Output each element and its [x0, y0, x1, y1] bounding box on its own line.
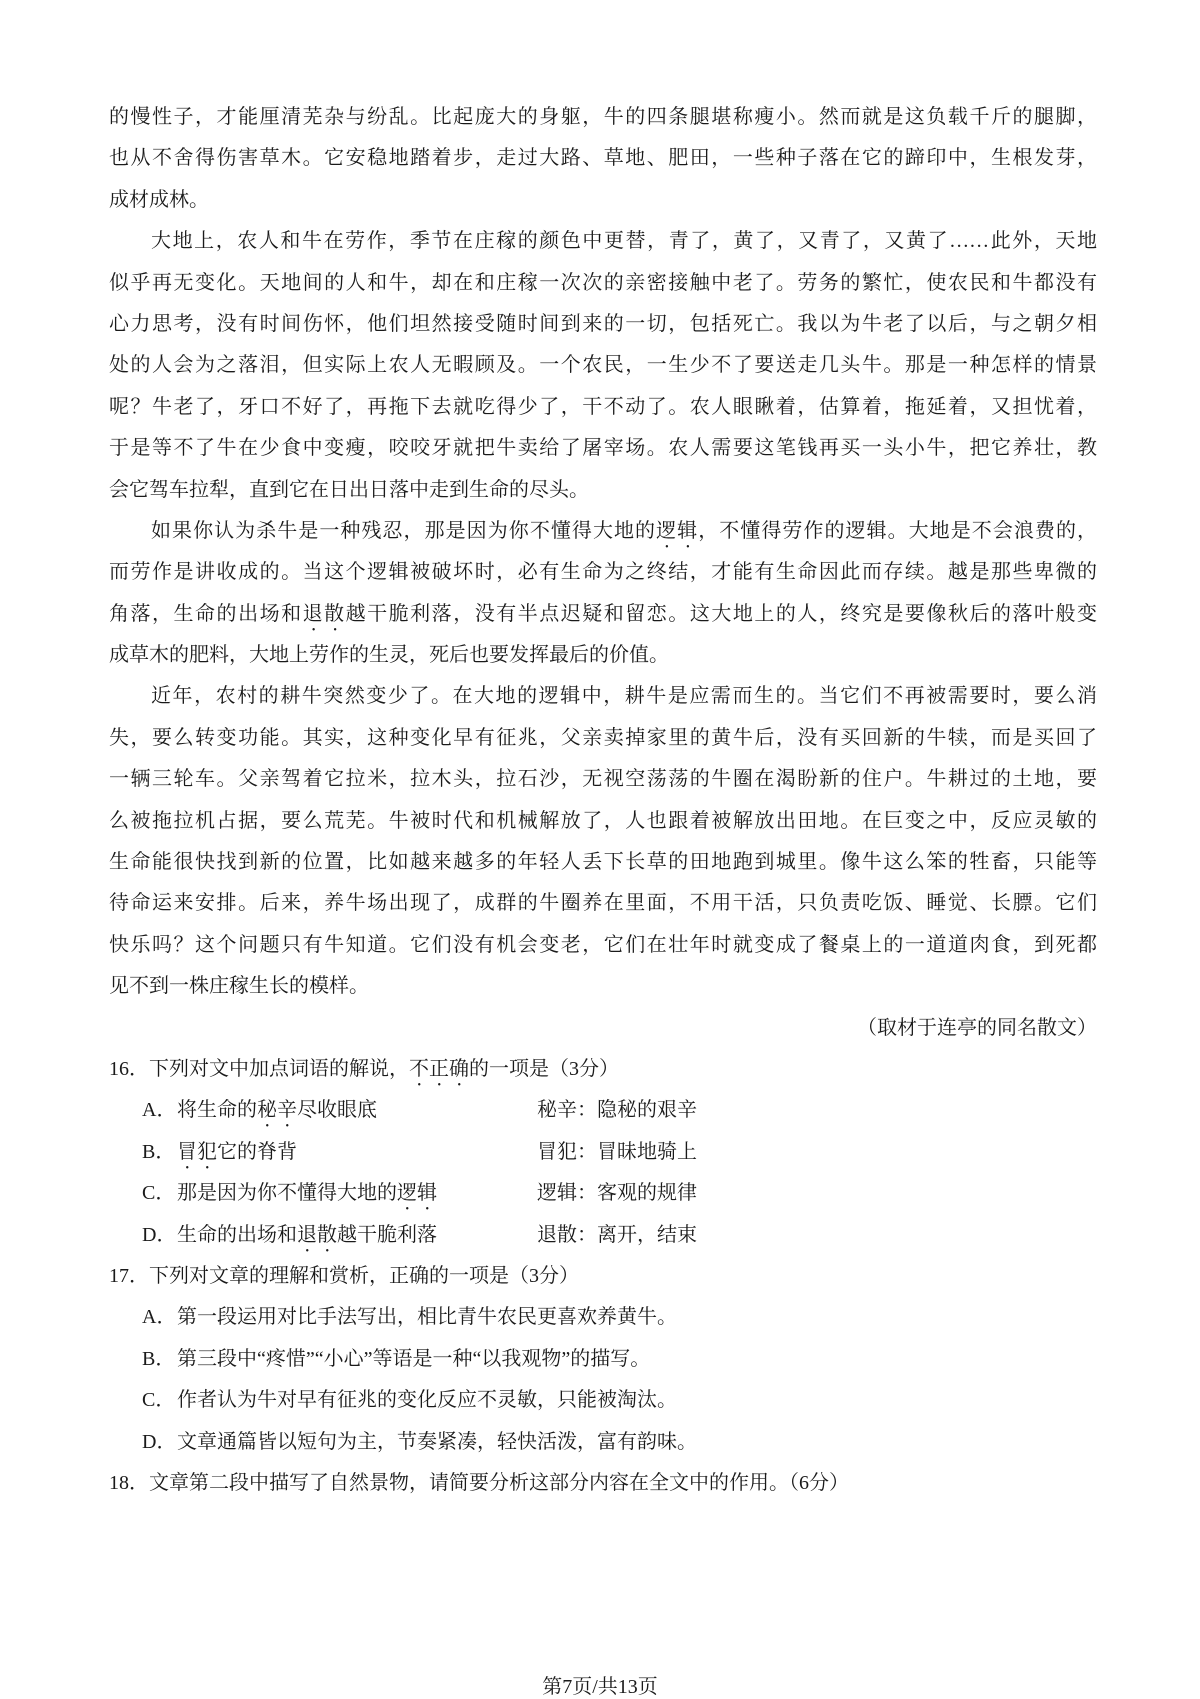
answer-option — [109, 1090, 1097, 1131]
text-line — [109, 470, 1097, 511]
emphasized-word: 退散 — [302, 602, 346, 625]
text-segment: 心力思考，没有时间伤怀，他们坦然接受随时间到来的一切，包括死亡。我以为牛老了以后，与之朝夕相 — [109, 312, 1097, 335]
text-line — [109, 345, 1097, 386]
answer-option — [109, 1380, 1097, 1421]
emphasized-word: 逻辑 — [656, 519, 699, 542]
option-text — [177, 1380, 677, 1421]
text-segment: 待命运来安排。后来，养牛场出现了，成群的牛圈养在里面，不用干活，只负责吃饭、睡觉、长膘。它们 — [109, 892, 1097, 915]
passage-paragraph — [109, 676, 1097, 1007]
text-segment: 大地上，农人和牛在劳作，季节在庄稼的颜色中更替，青了，黄了，又青了，又黄了……此外，天地 — [151, 230, 1097, 253]
text-segment: 越干脆利落，没有半点迟疑和留恋。这大地上的人，终究是要像秋后的落叶般变 — [345, 602, 1097, 625]
option-explanation: 冒犯：冒昧地骑上 — [537, 1140, 697, 1163]
text-segment: 那是因为你不懂得大地的 — [177, 1182, 397, 1205]
answer-option — [109, 1173, 1097, 1214]
answer-option — [109, 1297, 1097, 1338]
passage-paragraph — [109, 97, 1097, 221]
text-line — [109, 138, 1097, 179]
text-segment: 角落，生命的出场和 — [109, 602, 303, 625]
option-text — [177, 1132, 297, 1174]
option-text — [177, 1339, 650, 1380]
text-segment: 似乎再无变化。天地间的人和牛，却在和庄稼一次次的亲密接触中老了。劳务的繁忙，使农民和牛都没有 — [109, 271, 1097, 294]
text-segment: 处的人会为之落泪，但实际上农人无暇顾及。一个农民，一生少不了要送走几头牛。那是一种怎样的情景 — [109, 354, 1097, 377]
option-label: D． — [142, 1223, 177, 1246]
question-16 — [109, 1049, 1097, 1256]
text-segment: ，不懂得劳作的逻辑。大地是不会浪费的， — [698, 519, 1097, 542]
text-segment: 见不到一株庄稼生长的模样。 — [109, 975, 369, 998]
text-segment: 也从不舍得伤害草木。它安稳地踏着步，走过大路、草地、肥田，一些种子落在它的蹄印中，生根发芽， — [109, 147, 1097, 170]
text-line — [109, 801, 1097, 842]
text-line — [109, 718, 1097, 759]
text-line — [109, 635, 1097, 676]
passage-paragraph — [109, 221, 1097, 511]
text-segment: 失，要么转变功能。其实，这种变化早有征兆，父亲卖掉家里的黄牛后，没有买回新的牛犊，而是买回了 — [109, 726, 1097, 749]
option-label: C． — [142, 1182, 176, 1205]
text-line — [109, 304, 1097, 345]
text-segment: 将生命的 — [177, 1099, 257, 1122]
text-line — [109, 594, 1097, 635]
text-segment: 第一段运用对比手法写出，相比青牛农民更喜欢养黄牛。 — [177, 1306, 677, 1329]
text-segment: 成草木的肥料，大地上劳作的生灵，死后也要发挥最后的价值。 — [109, 644, 669, 667]
page-number: 第7页/共13页 — [542, 1676, 658, 1698]
option-text — [177, 1422, 697, 1463]
text-segment: 成材成林。 — [109, 188, 209, 211]
option-label: B． — [142, 1140, 176, 1163]
text-segment: 尽收眼底 — [297, 1099, 377, 1122]
question-number: 17． — [109, 1264, 149, 1287]
text-segment: 的慢性子，才能厘清芜杂与纷乱。比起庞大的身躯，牛的四条腿堪称瘦小。然而就是这负载千斤的腿脚， — [109, 106, 1097, 128]
text-line — [109, 925, 1097, 966]
text-segment: 一辆三轮车。父亲驾着它拉米，拉木头，拉石沙，无视空荡荡的牛圈在渴盼新的住户。牛耕过的土地，要 — [109, 768, 1097, 791]
text-line — [109, 387, 1097, 428]
answer-option — [109, 1132, 1097, 1173]
passage-paragraph — [109, 511, 1097, 677]
text-line — [109, 221, 1097, 262]
text-segment: 它的脊背 — [217, 1140, 297, 1163]
text-line — [109, 511, 1097, 552]
text-line — [109, 966, 1097, 1007]
answer-option — [109, 1422, 1097, 1463]
text-segment: 近年，农村的耕牛突然变少了。在大地的逻辑中，耕牛是应需而生的。当它们不再被需要时，要么消 — [151, 685, 1097, 708]
text-segment: 会它驾车拉犁，直到它在日出日落中走到生命的尽头。 — [109, 478, 589, 501]
text-line — [109, 759, 1097, 800]
text-line — [109, 428, 1097, 469]
text-segment: 下列对文中加点词语的解说， — [149, 1057, 409, 1080]
option-label: A． — [142, 1306, 177, 1329]
text-segment: 么被拖拉机占据，要么荒芜。牛被时代和机械解放了，人也跟着被解放出田地。在巨变之中，反应灵敏的 — [109, 809, 1097, 832]
question-number: 16． — [109, 1057, 149, 1080]
text-segment: 而劳作是讲收成的。当这个逻辑被破坏时，必有生命为之终结，才能有生命因此而存续。越是那些卑微的 — [109, 561, 1097, 584]
text-segment: 生命能很快找到新的位置，比如越来越多的年轻人丢下长草的田地跑到城里。像牛这么笨的牲畜，只能等 — [109, 851, 1097, 874]
option-explanation: 秘辛：隐秘的艰辛 — [537, 1099, 697, 1122]
question-18 — [109, 1463, 1097, 1504]
option-explanation: 逻辑：客观的规律 — [537, 1182, 697, 1205]
option-text — [177, 1090, 377, 1132]
text-segment: 第三段中“疼惜”“小心”等语是一种“以我观物”的描写。 — [177, 1347, 651, 1370]
text-segment: 于是等不了牛在少食中变瘦，咬咬牙就把牛卖给了屠宰场。农人需要这笔钱再买一头小牛，把它养壮，教 — [109, 437, 1097, 460]
text-segment: 快乐吗？这个问题只有牛知道。它们没有机会变老，它们在壮年时就变成了餐桌上的一道道肉食，到死都 — [109, 933, 1097, 956]
exam-page-body — [109, 97, 1097, 1504]
option-text — [177, 1173, 437, 1215]
option-text — [177, 1297, 677, 1338]
question-stem — [109, 1463, 1097, 1504]
question-17 — [109, 1256, 1097, 1463]
answer-option — [109, 1215, 1097, 1256]
text-line — [109, 676, 1097, 717]
text-segment: 如果你认为杀牛是一种残忍，那是因为你不懂得大地的 — [151, 519, 657, 542]
option-label: C． — [142, 1389, 176, 1412]
text-segment: 下列对文章的理解和赏析，正确的一项是（3分） — [149, 1264, 579, 1287]
text-line — [109, 842, 1097, 883]
text-line — [109, 552, 1097, 593]
emphasized-word: 冒犯 — [177, 1140, 217, 1163]
emphasized-word: 退散 — [297, 1223, 337, 1246]
text-segment: 越干脆利落 — [337, 1223, 437, 1246]
question-stem — [109, 1049, 1097, 1090]
option-text — [177, 1215, 437, 1257]
option-explanation: 退散：离开，结束 — [537, 1223, 697, 1246]
text-line — [109, 180, 1097, 221]
option-label: D． — [142, 1430, 177, 1453]
emphasized-word: 逻辑 — [397, 1182, 437, 1205]
text-segment: 生命的出场和 — [177, 1223, 297, 1246]
text-segment: 文章第二段中描写了自然景物，请简要分析这部分内容在全文中的作用。（6分） — [149, 1471, 849, 1494]
answer-option — [109, 1339, 1097, 1380]
option-label: B． — [142, 1347, 176, 1370]
question-stem — [109, 1256, 1097, 1297]
emphasized-word: 不正确 — [409, 1057, 469, 1080]
text-line — [109, 97, 1097, 138]
text-segment: 呢？牛老了，牙口不好了，再拖下去就吃得少了，干不动了。农人眼瞅着，估算着，拖延着，又担忧着， — [109, 395, 1097, 418]
text-line — [109, 263, 1097, 304]
text-line — [109, 883, 1097, 924]
option-label: A． — [142, 1099, 177, 1122]
question-number: 18． — [109, 1471, 149, 1494]
source-attribution: （取材于连亭的同名散文） — [857, 1016, 1097, 1039]
emphasized-word: 秘辛 — [257, 1099, 297, 1122]
text-segment: 作者认为牛对早有征兆的变化反应不灵敏，只能被淘汰。 — [177, 1389, 677, 1412]
text-segment: 文章通篇皆以短句为主，节奏紧凑，轻快活泼，富有韵味。 — [177, 1430, 697, 1453]
text-segment: 的一项是（3分） — [469, 1057, 619, 1080]
